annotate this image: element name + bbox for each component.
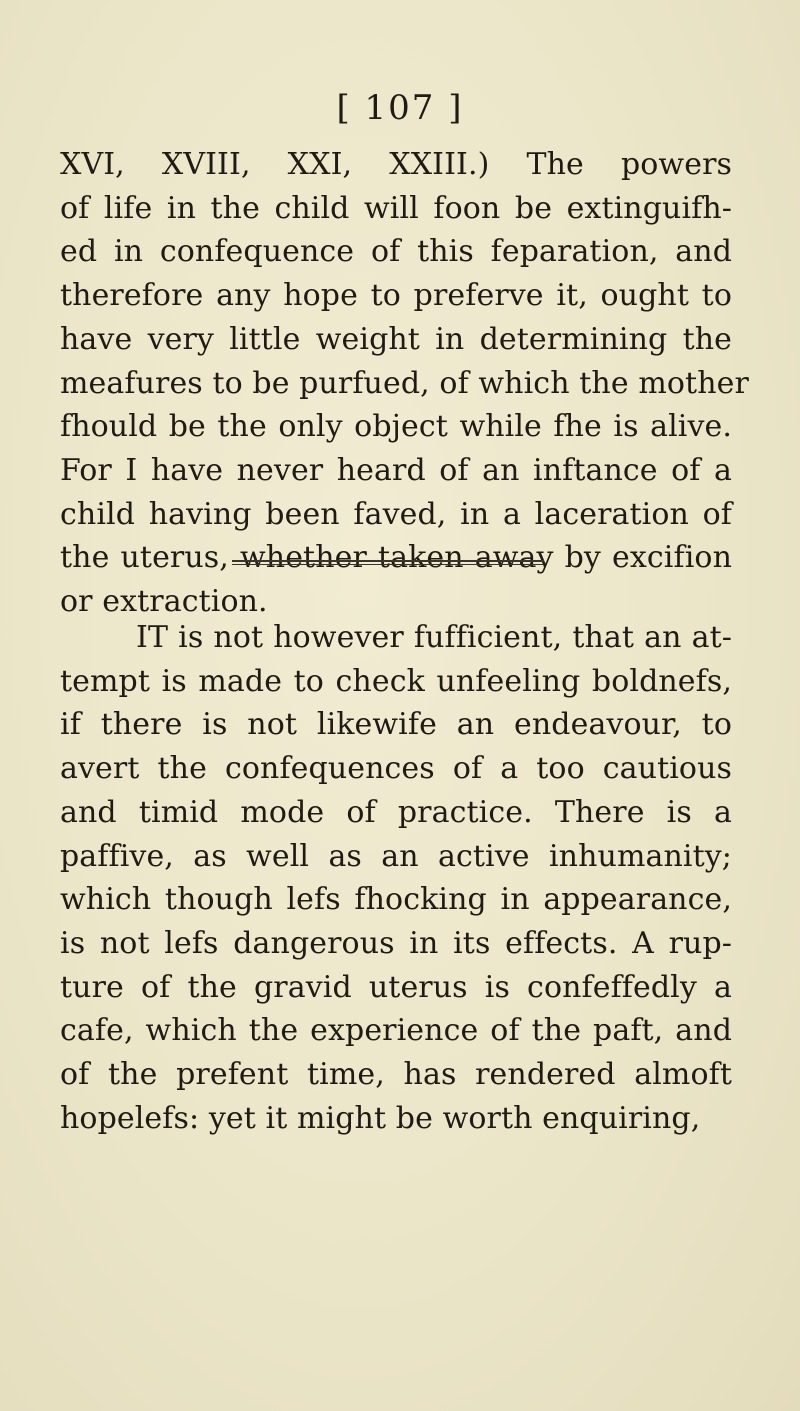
text-line: which though lefs fhocking in appearance, [60,882,732,918]
text-line: and timid mode of practice. There is a [60,794,732,830]
section-divider-rule [232,560,544,565]
text-line: of the prefent time, has rendered almoft [60,1057,732,1093]
text-line: IT is not however fufficient, that an at- [136,620,732,655]
text-line: paffive, as well as an active inhumanity; [60,838,732,874]
paragraph-2 [60,616,732,1140]
text-line: fhould be the only object while fhe is alive. [60,409,732,445]
text-line: XVI, XVIII, XXI, XXIII.) The powers [60,147,732,182]
text-line: hopelefs: yet it might be worth enquiring, [60,1100,701,1136]
text-line: or extraction. [60,584,268,620]
text-line: tempt is made to check unfeeling boldnefs, [60,663,732,699]
text-line: therefore any hope to preferve it, ought to [60,278,732,314]
text-line: cafe, which the experience of the paft, and [60,1013,732,1049]
text-line: is not lefs dangerous in its effects. A rup- [60,925,732,961]
text-line: avert the confequences of a too cautious [60,751,732,787]
text-line: For I have never heard of an inftance of a [60,452,732,488]
text-line: of life in the child will foon be extinguifh- [60,190,732,226]
paragraph-1 [60,143,749,624]
text-line: meafures to be purfued, of which the mother [60,365,749,401]
text-line: ed in confequence of this feparation, and [60,234,732,270]
text-line: if there is not likewife an endeavour, to [60,707,732,743]
text-line: the uterus, whether taken away by excifion [60,540,732,576]
text-line: child having been faved, in a laceration of [60,496,732,532]
text-line: have very little weight in determining the [60,321,732,357]
text-line: ture of the gravid uterus is confeffedly a [60,969,732,1005]
page-number: [ 107 ] [336,88,464,128]
